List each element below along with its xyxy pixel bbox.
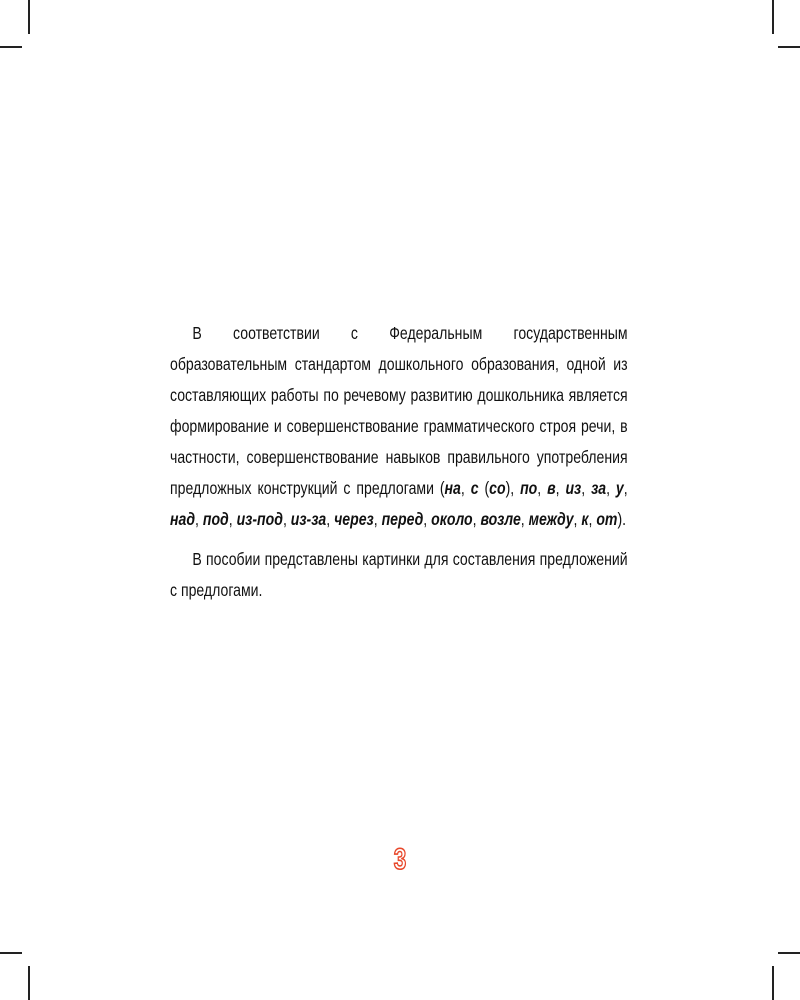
- crop-mark-bottom-left-vertical: [28, 966, 30, 1000]
- preposition: у: [615, 478, 624, 498]
- crop-mark-top-right-vertical: [772, 0, 774, 34]
- preposition: в: [547, 478, 556, 498]
- preposition: перед: [381, 509, 424, 529]
- preposition: из-за: [290, 509, 327, 529]
- preposition: из-под: [236, 509, 283, 529]
- crop-mark-bottom-right-horizontal: [778, 952, 800, 954]
- paragraph-1: В соответствии с Федеральным государственным образовательным стандартом дошкольного образования, одной из составляющих работы по речевому развитию дошкольника является формирование и совершенствование грамматического строя речи, в частности, совершенствование навыков правильного употребления предложных конструкций с предлогами (на, с (со), по, в, из, за, у, над, под, из-под, из-за, через, перед, около, возле, между, к, от).: [170, 323, 628, 529]
- preposition: за: [591, 478, 607, 498]
- page-number: 3: [393, 843, 407, 876]
- preposition: по: [520, 478, 538, 498]
- preposition: из: [565, 478, 582, 498]
- body-text: [170, 318, 628, 615]
- preposition: на: [444, 478, 461, 498]
- paragraph-2: В пособии представлены картинки для составления предложений с предлогами.: [170, 549, 628, 600]
- crop-mark-bottom-left-horizontal: [0, 952, 22, 954]
- preposition: с: [470, 478, 479, 498]
- preposition: между: [528, 509, 574, 529]
- preposition: со: [489, 478, 506, 498]
- crop-mark-top-left-horizontal: [0, 46, 22, 48]
- crop-mark-top-right-horizontal: [778, 46, 800, 48]
- preposition: возле: [480, 509, 521, 529]
- crop-mark-top-left-vertical: [28, 0, 30, 34]
- preposition: к: [581, 509, 589, 529]
- paragraph-1-text: В соответствии с Федеральным государственным образовательным стандартом дошкольного образования, одной из составляющих работы по речевому развитию дошкольника является формирование и совершенствование грамматического строя речи, в частности, совершенствование навыков правильного употребления предложных конструкций с предлогами: [170, 323, 628, 498]
- preposition: под: [202, 509, 229, 529]
- preposition: около: [431, 509, 473, 529]
- preposition: через: [334, 509, 374, 529]
- crop-mark-bottom-right-vertical: [772, 966, 774, 1000]
- preposition: от: [596, 509, 618, 529]
- preposition: над: [170, 509, 196, 529]
